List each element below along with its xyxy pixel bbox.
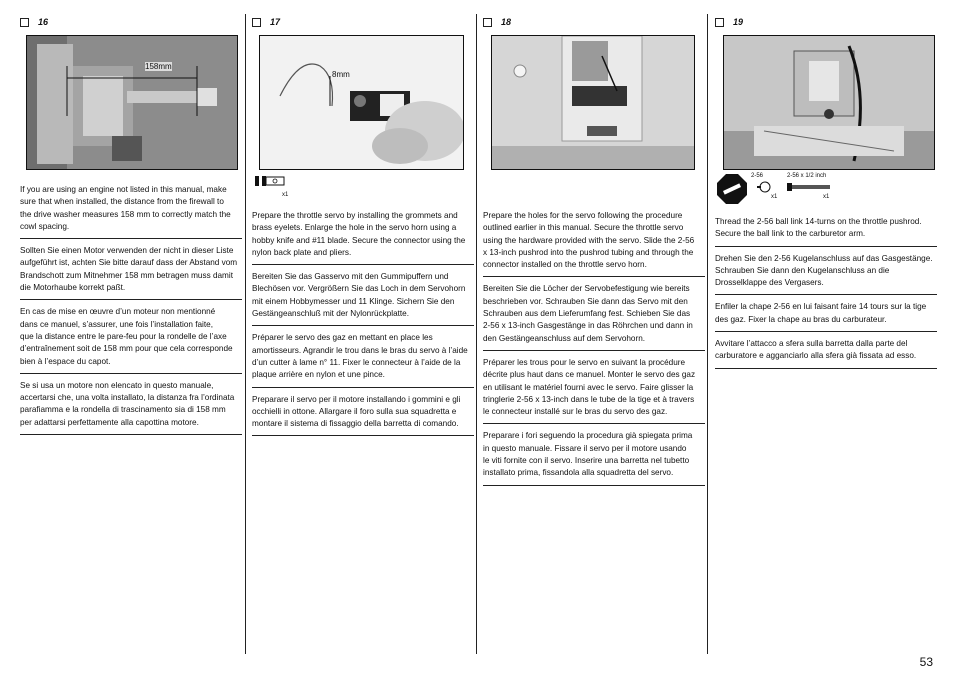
checkbox-icon[interactable] [252, 18, 261, 27]
hardware-label-ball-link: 2-56 [751, 173, 764, 179]
carburetor-photo [723, 35, 935, 170]
column-divider [707, 14, 708, 654]
paragraph-english: Prepare the throttle servo by installing the grommets and brass eyelets. Enlarge the hole in the servo horn using a hobby knife and #11 blade. Secure the connector using the nylon back plate and pliers. [252, 204, 474, 265]
hardware-callout [715, 172, 937, 210]
hardware-callout [252, 170, 474, 204]
paragraph-german: Sollten Sie einen Motor verwenden der nicht in dieser Liste aufgeführt ist, achten Sie bitte darauf dass der Abstand vom Brandschott zum Mitnehmer 158 mm betragen muss damit die Motorhaube korrekt paßt. [20, 239, 242, 300]
step-18-column [483, 14, 705, 486]
step-number: 16 [38, 17, 49, 27]
step-16-column [20, 14, 242, 435]
paragraph-italian: Se si usa un motore non elencato in questo manuale, accertarsi che, una volta installato, la distanza fra l’ordinata parafiamma e la rondella di trascinamento sia di 158 mm per adattarsi perfettamente alla capottina motore. [20, 374, 242, 435]
paragraph-german: Bereiten Sie die Löcher der Servobefestigung wie bereits beschrieben vor. Schrauben Sie dann das Servo mit den Schrauben aus dem Lieferumfang fest. Schieben Sie das 2-56 x 13-inch Gasgestänge in das Röhrchen und dann in den Gestängeanschluss auf dem Servohorn. [483, 277, 705, 350]
paragraph-english: Thread the 2-56 ball link 14-turns on the throttle pushrod. Secure the ball link to the carburetor arm. [715, 210, 937, 247]
step-number: 18 [501, 17, 512, 27]
paragraph-french: Préparer le servo des gaz en mettant en place les amortisseurs. Agrandir le trou dans le bras du servo à l’aide d’un cutter à lame n° 11. Fixer le connecteur à l’aide de la plaque arrière en nylon et une pince. [252, 326, 474, 387]
measurement-label: 8mm [332, 70, 350, 79]
servo-photo [259, 35, 464, 170]
quantity-label: x1 [282, 192, 289, 198]
step-number: 17 [270, 17, 281, 27]
step-header [715, 14, 937, 30]
servo-install-photo [491, 35, 695, 170]
screw-icon [787, 182, 831, 192]
step-header [483, 14, 705, 30]
column-divider [476, 14, 477, 654]
engine-photo [26, 35, 238, 170]
step-number: 19 [733, 17, 744, 27]
paragraph-english: Prepare the holes for the servo following the procedure outlined earlier in this manual. Secure the throttle servo using the hardware provided with the servo. Slide the 2-56 x 13-inch pushrod into the pushrod tubing and through the connector installed on the throttle servo horn. [483, 204, 705, 277]
step-header [20, 14, 242, 30]
grommet-icon [254, 172, 294, 194]
checkbox-icon[interactable] [20, 18, 29, 27]
quantity-label: x1 [823, 194, 830, 200]
ball-link-icon [757, 181, 771, 193]
paragraph-french: En cas de mise en œuvre d’un moteur non mentionné dans ce manuel, s’assurer, une fois l’installation faite, que la distance entre le pare-feu pour la rondelle de l’axe d’entraînement soit de 158 mm pour que cela corresponde bien à l’espace du capot. [20, 300, 242, 373]
paragraph-german: Drehen Sie den 2-56 Kugelanschluss auf das Gasgestänge. Schrauben Sie dann den Kugelanschluss an die Drosselklappe des Vergasers. [715, 247, 937, 296]
paragraph-italian: Avvitare l’attacco a sfera sulla barretta dalla parte del carburatore e agganciarlo alla sfera già fissata ad esso. [715, 332, 937, 369]
page-number: 53 [919, 655, 933, 669]
measurement-label: 158mm [145, 62, 172, 71]
quantity-label: x1 [771, 194, 778, 200]
paragraph-english: If you are using an engine not listed in this manual, make sure that when installed, the distance from the firewall to the drive washer measures 158 mm to correctly match the cowl spacing. [20, 178, 242, 239]
wrench-octagon-icon [717, 174, 747, 204]
paragraph-french: Enfiler la chape 2-56 en lui faisant faire 14 tours sur la tige des gaz. Fixer la chape au bras du carburateur. [715, 295, 937, 332]
step-17-column [252, 14, 474, 436]
paragraph-italian: Preparare il servo per il motore installando i gommini e gli occhielli in ottone. Allargare il foro sulla sua squadretta e montare il sistema di fissaggio della barretta di comando. [252, 388, 474, 437]
checkbox-icon[interactable] [483, 18, 492, 27]
paragraph-german: Bereiten Sie das Gasservo mit den Gummipuffern und Blechösen vor. Vergrößern Sie das Loch in dem Servohorn mit einem Hobbymesser und 11 Klinge. Sichern Sie den Gestängeanschluß mit der Nylonrückplatte. [252, 265, 474, 326]
step-19-column [715, 14, 937, 369]
paragraph-french: Préparer les trous pour le servo en suivant la procédure décrite plus haut dans ce manuel. Monter le servo des gaz en utilisant le matériel fourni avec le servo. Faire glisser la tringlerie 2-56 x 13-inch dans le tube de la tige et à travers le connecteur installé sur le bras du servo des gaz. [483, 351, 705, 424]
step-header [252, 14, 474, 30]
paragraph-italian: Preparare i fori seguendo la procedura già spiegata prima in questo manuale. Fissare il servo per il motore usando le viti fornite con il servo. Inserire una barretta nel tubetto installato prima, fissandola alla squadretta del servo. [483, 424, 705, 485]
hardware-label-screw: 2-56 x 1/2 inch [787, 173, 827, 179]
checkbox-icon[interactable] [715, 18, 724, 27]
column-divider [245, 14, 246, 654]
